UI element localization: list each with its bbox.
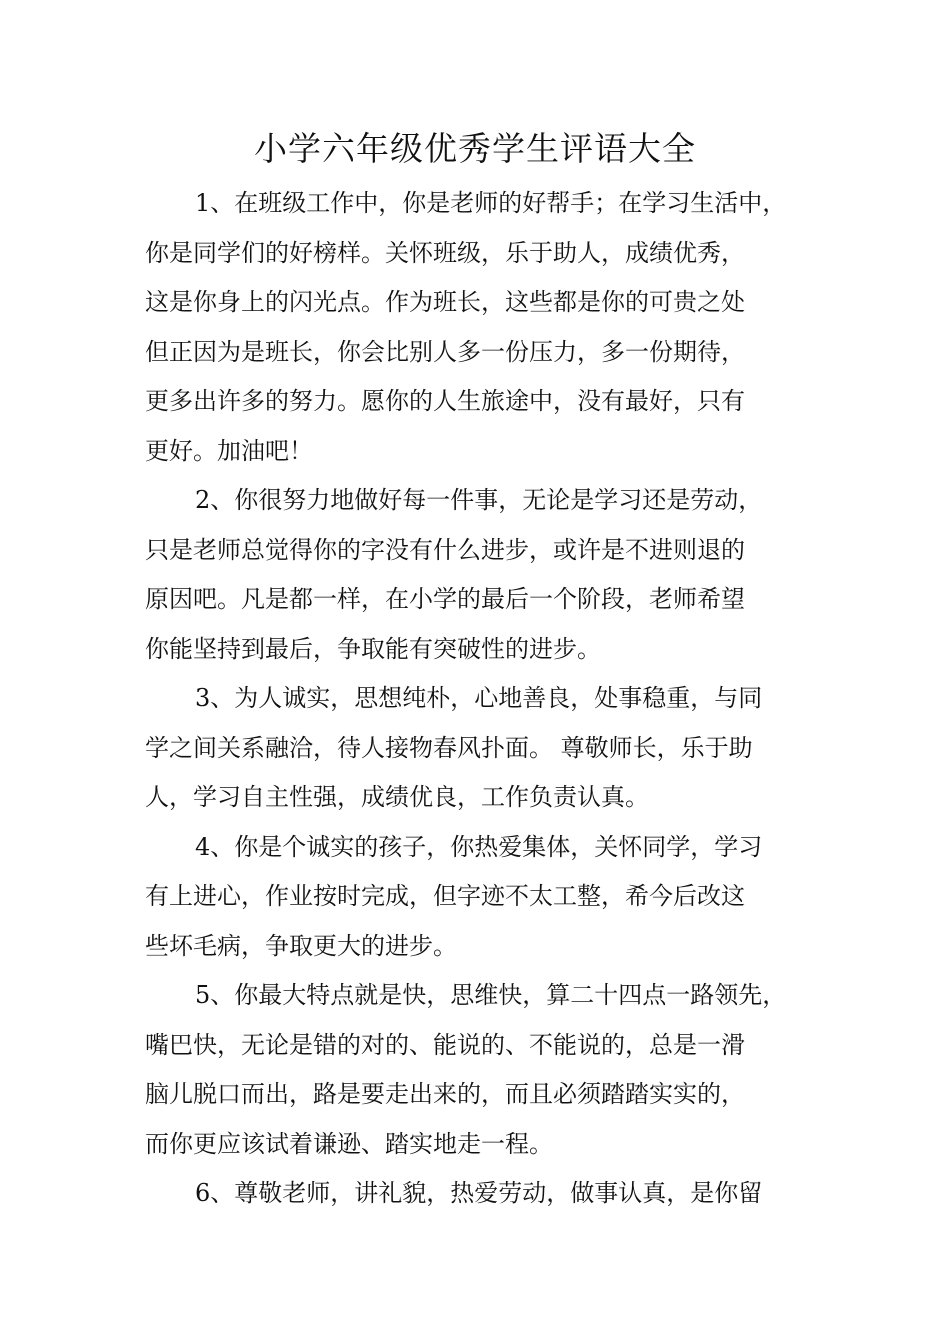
paragraph-1-line-6: 更好。加油吧！ bbox=[145, 437, 313, 465]
paragraph-1-line-3: 这是你身上的闪光点。作为班长，这些都是你的可贵之处 bbox=[145, 288, 745, 316]
paragraph-1-line-2: 你是同学们的好榜样。关怀班级，乐于助人，成绩优秀， bbox=[145, 239, 745, 267]
paragraph-6-line-1: 6、尊敬老师，讲礼貌，热爱劳动，做事认真，是你留 bbox=[195, 1179, 763, 1207]
paragraph-4-line-2: 有上进心，作业按时完成，但字迹不太工整，希今后改这 bbox=[145, 882, 745, 910]
paragraph-1-line-1: 1、在班级工作中，你是老师的好帮手；在学习生活中， bbox=[195, 189, 787, 217]
paragraph-5-line-4: 而你更应该试着谦逊、踏实地走一程。 bbox=[145, 1130, 553, 1158]
paragraph-4-line-3: 些坏毛病，争取更大的进步。 bbox=[145, 932, 457, 960]
paragraph-1-line-4: 但正因为是班长，你会比别人多一份压力，多一份期待， bbox=[145, 338, 745, 366]
paragraph-5-line-3: 脑儿脱口而出，路是要走出来的，而且必须踏踏实实的， bbox=[145, 1080, 745, 1108]
paragraph-3-line-3: 人，学习自主性强，成绩优良，工作负责认真。 bbox=[145, 783, 649, 811]
document-title: 小学六年级优秀学生评语大全 bbox=[254, 129, 696, 168]
paragraph-4-line-1: 4、你是个诚实的孩子，你热爱集体，关怀同学，学习 bbox=[195, 833, 763, 861]
paragraph-2-line-3: 原因吧。凡是都一样，在小学的最后一个阶段，老师希望 bbox=[145, 585, 745, 613]
paragraph-3-line-2: 学之间关系融洽，待人接物春风扑面。 尊敬师长，乐于助 bbox=[145, 734, 753, 762]
paragraph-2-line-2: 只是老师总觉得你的字没有什么进步，或许是不进则退的 bbox=[145, 536, 745, 564]
paragraph-2-line-4: 你能坚持到最后，争取能有突破性的进步。 bbox=[145, 635, 601, 663]
paragraph-1-line-5: 更多出许多的努力。愿你的人生旅途中，没有最好，只有 bbox=[145, 387, 745, 415]
paragraph-5-line-1: 5、你最大特点就是快，思维快，算二十四点一路领先， bbox=[195, 981, 787, 1009]
paragraph-2-line-1: 2、你很努力地做好每一件事，无论是学习还是劳动， bbox=[195, 486, 763, 514]
paragraph-3-line-1: 3、为人诚实，思想纯朴，心地善良，处事稳重，与同 bbox=[195, 684, 763, 712]
paragraph-5-line-2: 嘴巴快，无论是错的对的、能说的、不能说的，总是一滑 bbox=[145, 1031, 745, 1059]
